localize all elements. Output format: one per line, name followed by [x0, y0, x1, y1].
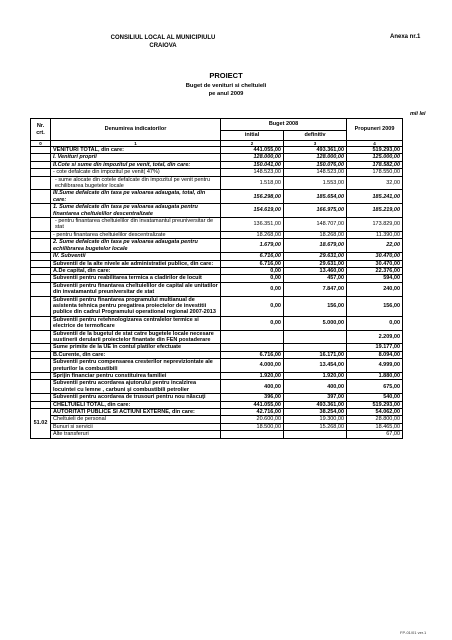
col-propuneri-header: Propuneri 2009: [347, 119, 403, 141]
row-value-v1: 396,00: [221, 394, 284, 401]
row-number: [31, 330, 51, 344]
index-cell: 3: [284, 141, 347, 147]
table-row: [31, 401, 403, 408]
row-value-v2: 156,00: [284, 296, 347, 316]
index-cell: 1: [51, 141, 221, 147]
row-value-v1: 0,00: [221, 296, 284, 316]
table-row: [31, 147, 403, 154]
row-label: Subventii de la bugetul de stat catre bugetele locale necesare sustinerii derularii proiectelor finantate din FEN postaderare: [51, 330, 221, 344]
row-value-v2: 493.361,00: [284, 401, 347, 408]
row-value-v1: 0,00: [221, 282, 284, 296]
row-value-v3: 594,00: [347, 275, 403, 282]
row-value-v3: 240,00: [347, 282, 403, 296]
table-row: [31, 296, 403, 316]
col-definitiv-header: definitiv: [284, 131, 347, 141]
row-label: 2. Sume defalcate din taxa pe valoarea adaugata pentru echilibrarea bugetelor locale: [51, 239, 221, 253]
col-initial-header: initial: [221, 131, 284, 141]
row-number: [31, 204, 51, 218]
document-subtitle: [0, 82, 452, 98]
council-header: [88, 34, 238, 50]
row-value-v2: 1.553,00: [284, 176, 347, 190]
table-row: [31, 344, 403, 351]
row-number: [31, 401, 51, 408]
row-value-v3: 0,00: [347, 316, 403, 330]
row-value-v3: 30.470,00: [347, 260, 403, 267]
row-value-v3: 67,00: [347, 431, 403, 438]
row-value-v2: 1.920,00: [284, 373, 347, 380]
row-value-v1: 18.268,00: [221, 231, 284, 238]
row-number: [31, 267, 51, 274]
row-value-v3: 22,00: [347, 239, 403, 253]
row-value-v2: 397,00: [284, 394, 347, 401]
row-value-v2: [284, 431, 347, 438]
row-value-v3: 18.465,00: [347, 423, 403, 430]
row-value-v2: 457,00: [284, 275, 347, 282]
row-value-v3: 173.829,00: [347, 218, 403, 232]
table-row: [31, 431, 403, 438]
table-row: [31, 204, 403, 218]
table-row: [31, 231, 403, 238]
units-label: mii lei: [410, 111, 426, 117]
row-label: Subventii pentru retehnologizarea centralelor termice si electrice de termoficare: [51, 316, 221, 330]
row-label: Bunuri si servicii: [51, 423, 221, 430]
row-number: [31, 147, 51, 154]
table-row: [31, 275, 403, 282]
row-value-v3: 185.219,00: [347, 204, 403, 218]
row-label: - cote defalcate din impozitul pe venit( 47%): [51, 169, 221, 176]
row-label: Sume primite de la UE în contul platilor efectuate: [51, 344, 221, 351]
row-value-v3: 178.582,00: [347, 161, 403, 168]
row-label: - sume alocate din cotele defalcate din impozitul pe venit pentru echilibrarea bugetelor locale: [51, 176, 221, 190]
row-value-v3: 156,00: [347, 296, 403, 316]
row-number: [31, 161, 51, 168]
row-value-v1: 0,00: [221, 316, 284, 330]
table-row: [31, 260, 403, 267]
row-value-v2: 38.254,00: [284, 409, 347, 416]
subtitle-line2: pe anul 2009: [208, 91, 244, 97]
row-value-v3: 519.293,00: [347, 401, 403, 408]
row-value-v2: 148.523,00: [284, 169, 347, 176]
row-value-v3: 540,00: [347, 394, 403, 401]
row-label: AUTORITATI PUBLICE SI ACTIUNI EXTERNE, din care:: [51, 409, 221, 416]
document-title: PROIECT: [209, 71, 243, 80]
row-label: Subventii pentru acordarea ajutorului pentru incalzirea locuintei cu lemne , carbuni şi combustibili petrolier: [51, 380, 221, 394]
row-label: Subventii de la alte nivele ale administratiei publice, din care:: [51, 260, 221, 267]
table-row: [31, 267, 403, 274]
row-value-v1: 6.716,00: [221, 253, 284, 260]
row-label: B.Curente, din care:: [51, 351, 221, 358]
row-value-v2: 7.847,00: [284, 282, 347, 296]
row-label: Subventii pentru acordarea de trusouri pentru nou născuţi: [51, 394, 221, 401]
row-value-v3: 125.000,00: [347, 154, 403, 161]
row-value-v1: 6.716,00: [221, 351, 284, 358]
row-label: II.Cote si sume din impozitul pe venit, total, din care:: [51, 161, 221, 168]
council-name: CONSILIUL LOCAL AL MUNICIPIULU: [110, 35, 216, 41]
row-value-v2: 128.000,00: [284, 154, 347, 161]
table-row: [31, 380, 403, 394]
row-number: [31, 253, 51, 260]
row-value-v1: 20.600,00: [221, 416, 284, 423]
table-row: [31, 351, 403, 358]
subtitle-line1: Buget de venituri si cheltuieli: [185, 83, 267, 89]
row-value-v3: 519.293,00: [347, 147, 403, 154]
row-value-v2: 185.654,00: [284, 190, 347, 204]
row-value-v1: 150.041,00: [221, 161, 284, 168]
row-value-v2: 166.975,00: [284, 204, 347, 218]
row-number: [31, 359, 51, 373]
row-value-v3: 30.470,00: [347, 253, 403, 260]
row-value-v2: 13.454,00: [284, 359, 347, 373]
table-row: [31, 169, 403, 176]
row-number: [31, 316, 51, 330]
row-number: [31, 239, 51, 253]
index-cell: 0: [31, 141, 51, 147]
row-number: [31, 275, 51, 282]
row-value-v1: 6.716,00: [221, 260, 284, 267]
row-value-v1: 0,00: [221, 275, 284, 282]
table-row: [31, 416, 403, 423]
row-label: CHELTUIELI TOTAL, din care:: [51, 401, 221, 408]
table-row: [31, 218, 403, 232]
row-value-v1: 18.500,00: [221, 423, 284, 430]
row-number: [31, 351, 51, 358]
row-value-v2: 29.631,00: [284, 260, 347, 267]
row-label: A.De capital, din care:: [51, 267, 221, 274]
table-row: [31, 161, 403, 168]
row-label: - pentru finantarea cheltuielilor descentralizate: [51, 231, 221, 238]
row-value-v1: 156.298,00: [221, 190, 284, 204]
budget-table: [30, 118, 403, 439]
row-value-v3: 11.390,00: [347, 231, 403, 238]
row-number: [31, 282, 51, 296]
row-value-v1: 0,00: [221, 267, 284, 274]
form-code: FP-01/01 ver.1: [400, 630, 427, 635]
row-value-v3: 4.999,00: [347, 359, 403, 373]
row-value-v2: 29.631,00: [284, 253, 347, 260]
row-number: [31, 154, 51, 161]
table-row: [31, 423, 403, 430]
table-row: [31, 409, 403, 416]
row-number: [31, 176, 51, 190]
row-value-v1: 441.055,00: [221, 147, 284, 154]
row-number: [31, 394, 51, 401]
row-value-v2: [284, 344, 347, 351]
table-row: [31, 359, 403, 373]
row-value-v2: 18.679,00: [284, 239, 347, 253]
row-number: [31, 169, 51, 176]
row-label: IV. Subventii: [51, 253, 221, 260]
row-number: [31, 344, 51, 351]
table-row: [31, 239, 403, 253]
table-row: [31, 282, 403, 296]
table-row: [31, 154, 403, 161]
row-value-v2: 5.000,00: [284, 316, 347, 330]
row-value-v2: 150.076,00: [284, 161, 347, 168]
table-row: [31, 190, 403, 204]
row-label: I. Venituri proprii: [51, 154, 221, 161]
table-row: [31, 316, 403, 330]
row-value-v3: 32,00: [347, 176, 403, 190]
row-value-v3: 185.241,00: [347, 190, 403, 204]
row-number: [31, 231, 51, 238]
table-row: [31, 176, 403, 190]
row-value-v2: 13.460,00: [284, 267, 347, 274]
row-value-v1: [221, 344, 284, 351]
row-value-v1: 4.000,00: [221, 359, 284, 373]
row-number: [31, 296, 51, 316]
row-label: Cheltuieli de personal: [51, 416, 221, 423]
row-value-v1: 148.523,00: [221, 169, 284, 176]
row-label: - pentru finantarea cheltuielilor din invatamantul preuniversitar de stat: [51, 218, 221, 232]
row-number: [31, 218, 51, 232]
row-value-v2: 15.268,00: [284, 423, 347, 430]
row-value-v2: 16.171,00: [284, 351, 347, 358]
row-value-v3: 178.550,00: [347, 169, 403, 176]
row-value-v2: 400,00: [284, 380, 347, 394]
row-number: [31, 373, 51, 380]
table-row: [31, 253, 403, 260]
index-cell: 2: [221, 141, 284, 147]
row-value-v2: 148.707,00: [284, 218, 347, 232]
row-label: Subventii pentru finantarea programului multianual de asistenta tehnica pentru pregatirea proiectelor de investitii publice din cadrul Programului operational regional 2007-2013: [51, 296, 221, 316]
row-value-v1: 128.000,00: [221, 154, 284, 161]
row-value-v1: 1.518,00: [221, 176, 284, 190]
col-buget-header: Buget 2008: [221, 119, 347, 131]
col-nr-header: Nr. crt.: [31, 119, 51, 141]
row-label: Subventii pentru finantarea cheltuielilor de capital ale unitatilor din invatamantul preuniversitar de stat: [51, 282, 221, 296]
row-value-v3: 1.880,00: [347, 373, 403, 380]
row-value-v1: 441.055,00: [221, 401, 284, 408]
row-number: [31, 380, 51, 394]
table-row: [31, 373, 403, 380]
row-value-v3: 28.800,00: [347, 416, 403, 423]
row-label: Alte transferuri: [51, 431, 221, 438]
row-number: [31, 190, 51, 204]
annex-label: Anexa nr.1: [390, 34, 421, 40]
row-value-v3: 19.177,00: [347, 344, 403, 351]
row-value-v2: [284, 330, 347, 344]
table-row: [31, 330, 403, 344]
row-value-v1: [221, 431, 284, 438]
row-value-v3: 22.376,00: [347, 267, 403, 274]
table-row: [31, 394, 403, 401]
row-label: Subventii pentru reabilitarea termica a cladirilor de locuit: [51, 275, 221, 282]
row-label: VENITURI TOTAL, din care:: [51, 147, 221, 154]
row-value-v1: 1.920,00: [221, 373, 284, 380]
row-label: Subventii pentru compensarea cresterilor nepreviziontate ale preturilor la combustibili: [51, 359, 221, 373]
row-value-v2: 493.361,00: [284, 147, 347, 154]
index-cell: 4: [347, 141, 403, 147]
row-label: 1. Sume defalcate din taxa pe valoarea adaugata pentru finantarea cheltuielilor descentralizate: [51, 204, 221, 218]
row-label: III.Sume defalcate din taxa pe valoarea adaugata, total, din care:: [51, 190, 221, 204]
row-number: 51.02: [31, 409, 51, 439]
row-value-v1: 136.351,00: [221, 218, 284, 232]
row-value-v3: 54.062,00: [347, 409, 403, 416]
row-value-v2: 19.300,00: [284, 416, 347, 423]
row-value-v2: 18.268,00: [284, 231, 347, 238]
row-number: [31, 260, 51, 267]
council-city: CRAIOVA: [149, 43, 177, 49]
header-row-1: [31, 119, 403, 131]
row-value-v1: 400,00: [221, 380, 284, 394]
row-value-v1: 42.716,00: [221, 409, 284, 416]
row-label: Sprijin financiar pentru constituirea familiei: [51, 373, 221, 380]
col-name-header: Denumirea indicatorilor: [51, 119, 221, 141]
row-value-v3: 675,00: [347, 380, 403, 394]
row-value-v1: [221, 330, 284, 344]
row-value-v1: 1.679,00: [221, 239, 284, 253]
row-value-v3: 2.209,00: [347, 330, 403, 344]
row-value-v3: 8.094,00: [347, 351, 403, 358]
row-value-v1: 154.619,00: [221, 204, 284, 218]
